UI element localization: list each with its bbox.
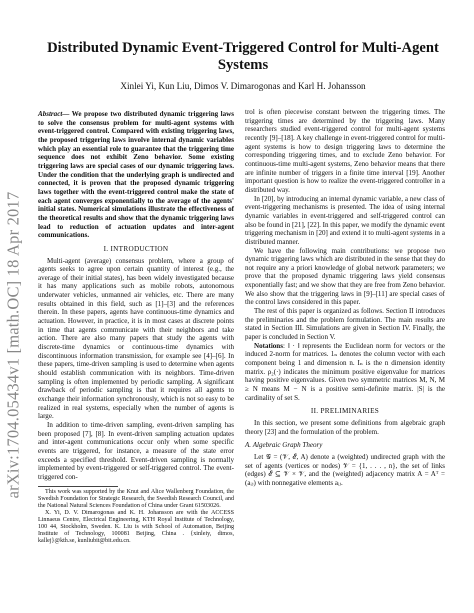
right-paragraph-1: trol is often piecewise constant between the triggering times. The triggering times are determined by the triggering laws. Many researchers studied event-triggered control for multi-agent systems recently [9]–[18]. A key challenge in event-triggered control for multi-agent systems is how to design triggering laws to determine the corresponding triggering times, and to exclude Zeno behavior. For continuous-time multi-agent systems, Zeno behavior means that there are infinite number of triggers in a finite time interval [19]. Another important question is how to realize the event-triggered controller in a distributed way. <box>245 108 445 194</box>
footnotes <box>38 489 234 546</box>
right-paragraph-4: The rest of this paper is organized as follows. Section II introduces the preliminaries and the problem formulation. The main results are stated in Section III. Simulations are given in Section IV. Finally, the paper is concluded in Section V. <box>245 307 445 342</box>
subsection-heading-graph-theory: A. Algebraic Graph Theory <box>245 441 323 450</box>
footnote-affiliations: X. Yi, D. V. Dimarogonas and K. H. Johansson are with the ACCESS Linnaeus Centre, Electrical Engineering, KTH Royal Institute of Technology, 100 44, Stockholm, Sweden. K. Liu is with School of Automation, Beijing Institute of Technology, 100081 Beijing, China . {xinleiy, dimos, kallej}@kth.se, kunliubit@bit.edu.cn. <box>38 509 234 545</box>
preliminaries-intro: In this section, we present some definitions from algebraic graph theory [23] and the formulation of the problem. <box>245 418 445 436</box>
abstract <box>38 110 234 240</box>
abstract-label: Abstract <box>38 110 63 118</box>
arxiv-identifier-text: arXiv:1704.05434v1 [math.OC] 18 Apr 2017 <box>3 191 22 499</box>
right-paragraph-2: In [20], by introducing an internal dynamic variable, a new class of event-triggering mechanisms is presented. The idea of using internal dynamic variables in event-triggered and self-triggered control can also be found in [21], [22]. In this paper, we modify the dynamic event triggering mechanism in [20] and extend it to multi-agent systems in a distributed manner. <box>245 194 445 246</box>
arxiv-identifier-stamp <box>0 130 26 560</box>
notations-paragraph <box>245 342 445 403</box>
left-column <box>38 110 234 545</box>
intro-paragraph-1: Multi-agent (average) consensus problem, where a group of agents seeks to agree upon certain quantity of interest (e.g., the average of their initial states), has been widely investigated because it has many applications such as mobile robots, autonomous underwater vehicles, unmanned air vehicles, etc. There are many results obtained in this field, such as [1]–[3] and the references therein. In these papers, agents have continuous-time dynamics and actuation. However, in practice, it is in most cases at discrete points in time that agents communicate with their neighbors and take action. There are also many papers that study the agents with discrete-time dynamics or continuous-time dynamics with discontinuous information transmission, for example see [4]–[6]. In these papers, time-driven sampling is used to determine when agents should establish communication with its neighbors. Time-driven sampling is often implemented by periodic sampling. A significant drawback of periodic sampling is that it requires all agents to exchange their information synchronously, which is not so easy to be realized in real systems, especially when the number of agents is large. <box>38 256 234 421</box>
abstract-text: — We propose two distributed dynamic triggering laws to solve the consensus problem for multi-agent systems with event-triggered control. Compared with existing triggering laws, the proposed triggering laws involve internal dynamic variables which play an essential role to guarantee that the triggering time sequence does not exhibit Zeno behavior. Some existing triggering laws are special cases of our dynamic triggering laws. Under the condition that the underlying graph is undirected and connected, it is proven that the proposed dynamic triggering laws together with the event-triggered control make the state of each agent converges exponentially to the average of the agents' initial states. Numerical simulations illustrate the effectiveness of the theoretical results and show that the dynamic triggering laws lead to reduction of actuation updates and inter-agent communications. <box>38 110 234 240</box>
graph-theory-paragraph: Let 𝒢 = (𝒱, ℰ, A) denote a (weighted) undirected graph with the set of agents (vertices or nodes) 𝒱 = {1, . . . , n}, the set of links (edges) ℰ ⊆ 𝒱 × 𝒱, and the (weighted) adjacency matrix A = Aᵀ = (aᵢⱼ) with nonnegative elements aᵢⱼ. <box>245 452 445 487</box>
paper-authors: Xinlei Yi, Kun Liu, Dimos V. Dimarogonas and Karl H. Johansson <box>120 81 366 91</box>
notations-text: : ‖ · ‖ represents the Euclidean norm for vectors or the induced 2-norm for matrices. 1ₙ denotes the column vector with each component being 1 and dimension n. Iₙ is the n dimension identity matrix. ρ₂(·) indicates the minimum positive eigenvalue for matrices having positive eigenvalues. Given two symmetric matrices M, N, M ≥ N means M − N is a positive semi-definite matrix. |S| is the cardinality of set S. <box>245 341 445 402</box>
footnote-funding: This work was supported by the Knut and Alice Wallenberg Foundation, the Swedish Foundation for Strategic Research, the Swedish Research Council, and the National Natural Sciences Foundation of China under Grant 61503026. <box>38 488 234 509</box>
section-heading-preliminaries: II. PRELIMINARIES <box>310 407 380 416</box>
intro-paragraph-2: In addition to time-driven sampling, event-driven sampling has been proposed [7], [8]. In event-driven sampling actuation updates and inter-agent communications occur only when some specific events are triggered, for instance, a measure of the state error exceeds a specified threshold. Event-driven sampling is normally implemented by event-triggered or self-triggered control. The event-triggered con- <box>38 420 234 481</box>
footnote-divider <box>38 486 118 487</box>
notations-label: Notations <box>254 341 283 350</box>
right-paragraph-3: We have the following main contributions: we propose two dynamic triggering laws which are distributed in the sense that they do not require any a priori knowledge of global network parameters; we prove that the proposed dynamic triggering laws yield consensus exponentially fast; and we show that they are free from Zeno behavior. We also show that the triggering laws in [9]–[11] are special cases of the control laws considered in this paper. <box>245 246 445 307</box>
section-heading-introduction: I. INTRODUCTION <box>103 244 169 253</box>
paper-title: Distributed Dynamic Event-Triggered Control for Multi-Agent Systems <box>47 40 439 73</box>
right-column <box>245 108 445 488</box>
